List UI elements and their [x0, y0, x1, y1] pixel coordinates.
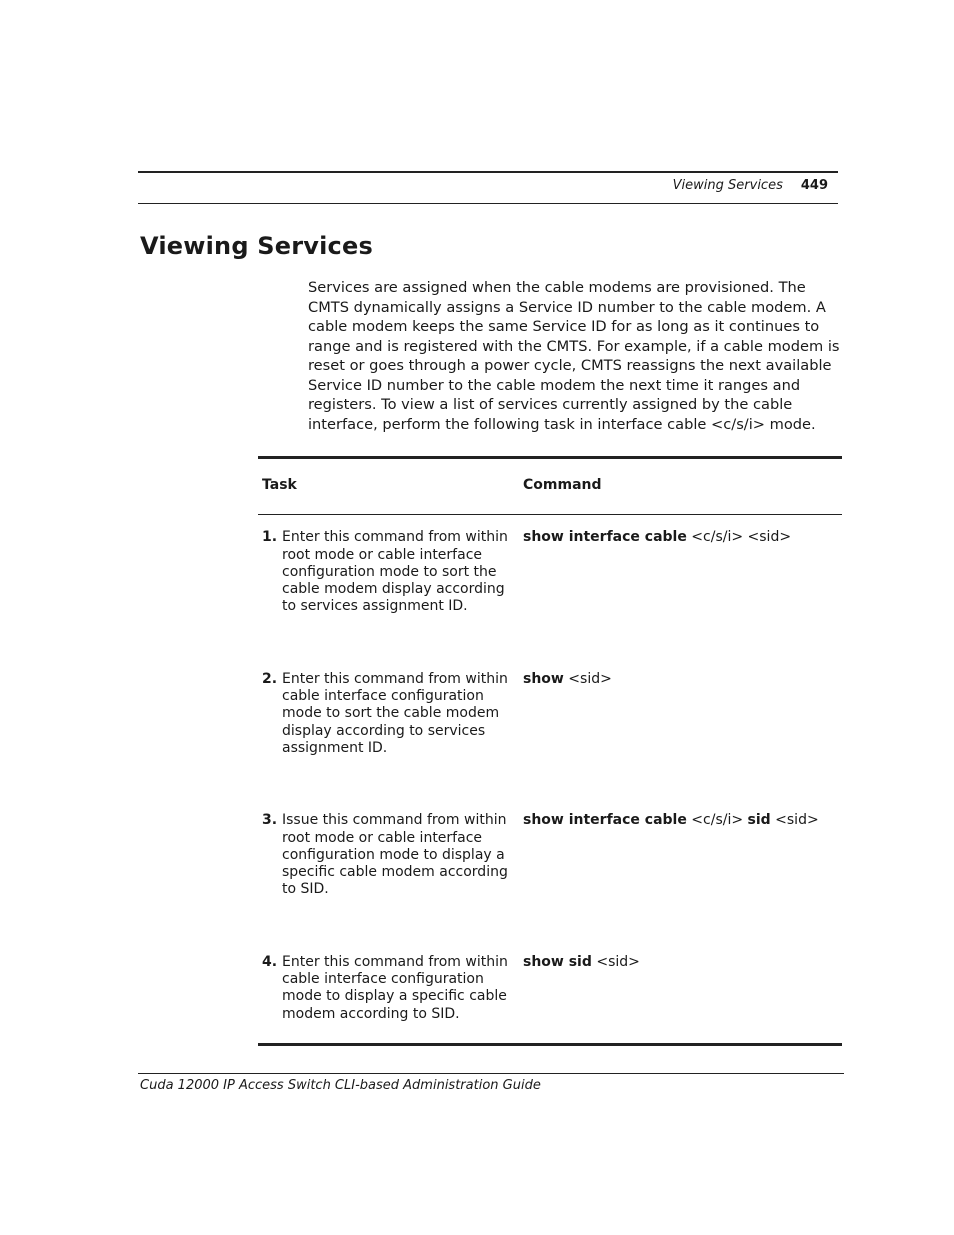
command-cell: [519, 798, 842, 939]
step-text: Enter this command from within cable interface configuration mode to sort the cable modem display according to services assignment ID.: [282, 670, 508, 756]
command-keyword: show: [523, 670, 564, 687]
header-rule-bottom: [138, 203, 838, 204]
command-cell: [519, 657, 842, 798]
command-keyword: show sid: [523, 953, 592, 970]
step-text: Enter this command from within cable interface configuration mode to display a specific cable modem according to SID.: [282, 953, 508, 1022]
step-number: 1.: [262, 529, 278, 546]
task-step: [262, 812, 515, 898]
step-text: Enter this command from within root mode or cable interface configuration mode to sort the cable modem display according to services assignment ID.: [282, 529, 508, 615]
table-row: [258, 940, 842, 1045]
command-argument: <c/s/i> <sid>: [686, 529, 792, 546]
command-argument: <c/s/i>: [686, 812, 748, 829]
table-row: [258, 798, 842, 939]
task-command-table: [258, 456, 842, 1046]
step-number: 3.: [262, 812, 278, 829]
footer-text: Cuda 12000 IP Access Switch CLI-based Administration Guide: [140, 1078, 541, 1093]
command-cell: [519, 515, 842, 657]
command-keyword-sid: sid: [747, 812, 771, 829]
column-header-task: Task: [258, 458, 519, 515]
table-header-row: [258, 458, 842, 515]
task-cell: [258, 515, 519, 657]
command-cell: [519, 940, 842, 1045]
command-keyword: show interface cable: [523, 812, 687, 829]
table-row: [258, 515, 842, 657]
command-argument: <sid>: [563, 670, 612, 687]
step-number: 2.: [262, 670, 278, 687]
running-header: [673, 177, 828, 195]
intro-paragraph: Services are assigned when the cable modems are provisioned. The CMTS dynamically assigns a Service ID number to the cable modem. A cable modem keeps the same Service ID for as long as it continues to range and is registered with the CMTS. For example, if a cable modem is reset or goes through a power cycle, CMTS reassigns the next available Service ID number to the cable modem the next time it ranges and registers. To view a list of services currently assigned by the cable interface, perform the following task in interface cable <c/s/i> mode.: [308, 279, 840, 433]
running-header-section: Viewing Services: [672, 178, 783, 193]
command-keyword: show interface cable: [523, 529, 687, 546]
task-cell: [258, 798, 519, 939]
task-step: [262, 954, 515, 1023]
task-step: [262, 671, 515, 757]
page-number: 449: [800, 178, 828, 193]
step-number: 4.: [262, 953, 278, 970]
task-step: [262, 529, 515, 615]
table-row: [258, 657, 842, 798]
footer-rule: [138, 1073, 844, 1074]
command-argument: <sid>: [591, 953, 640, 970]
page-title: Viewing Services: [140, 232, 373, 260]
step-text: Issue this command from within root mode or cable interface configuration mode to display a specific cable modem according to SID.: [282, 812, 508, 898]
task-cell: [258, 940, 519, 1045]
task-cell: [258, 657, 519, 798]
command-argument: <sid>: [770, 812, 819, 829]
column-header-command: Command: [519, 458, 842, 515]
header-rule-top: [138, 171, 838, 173]
